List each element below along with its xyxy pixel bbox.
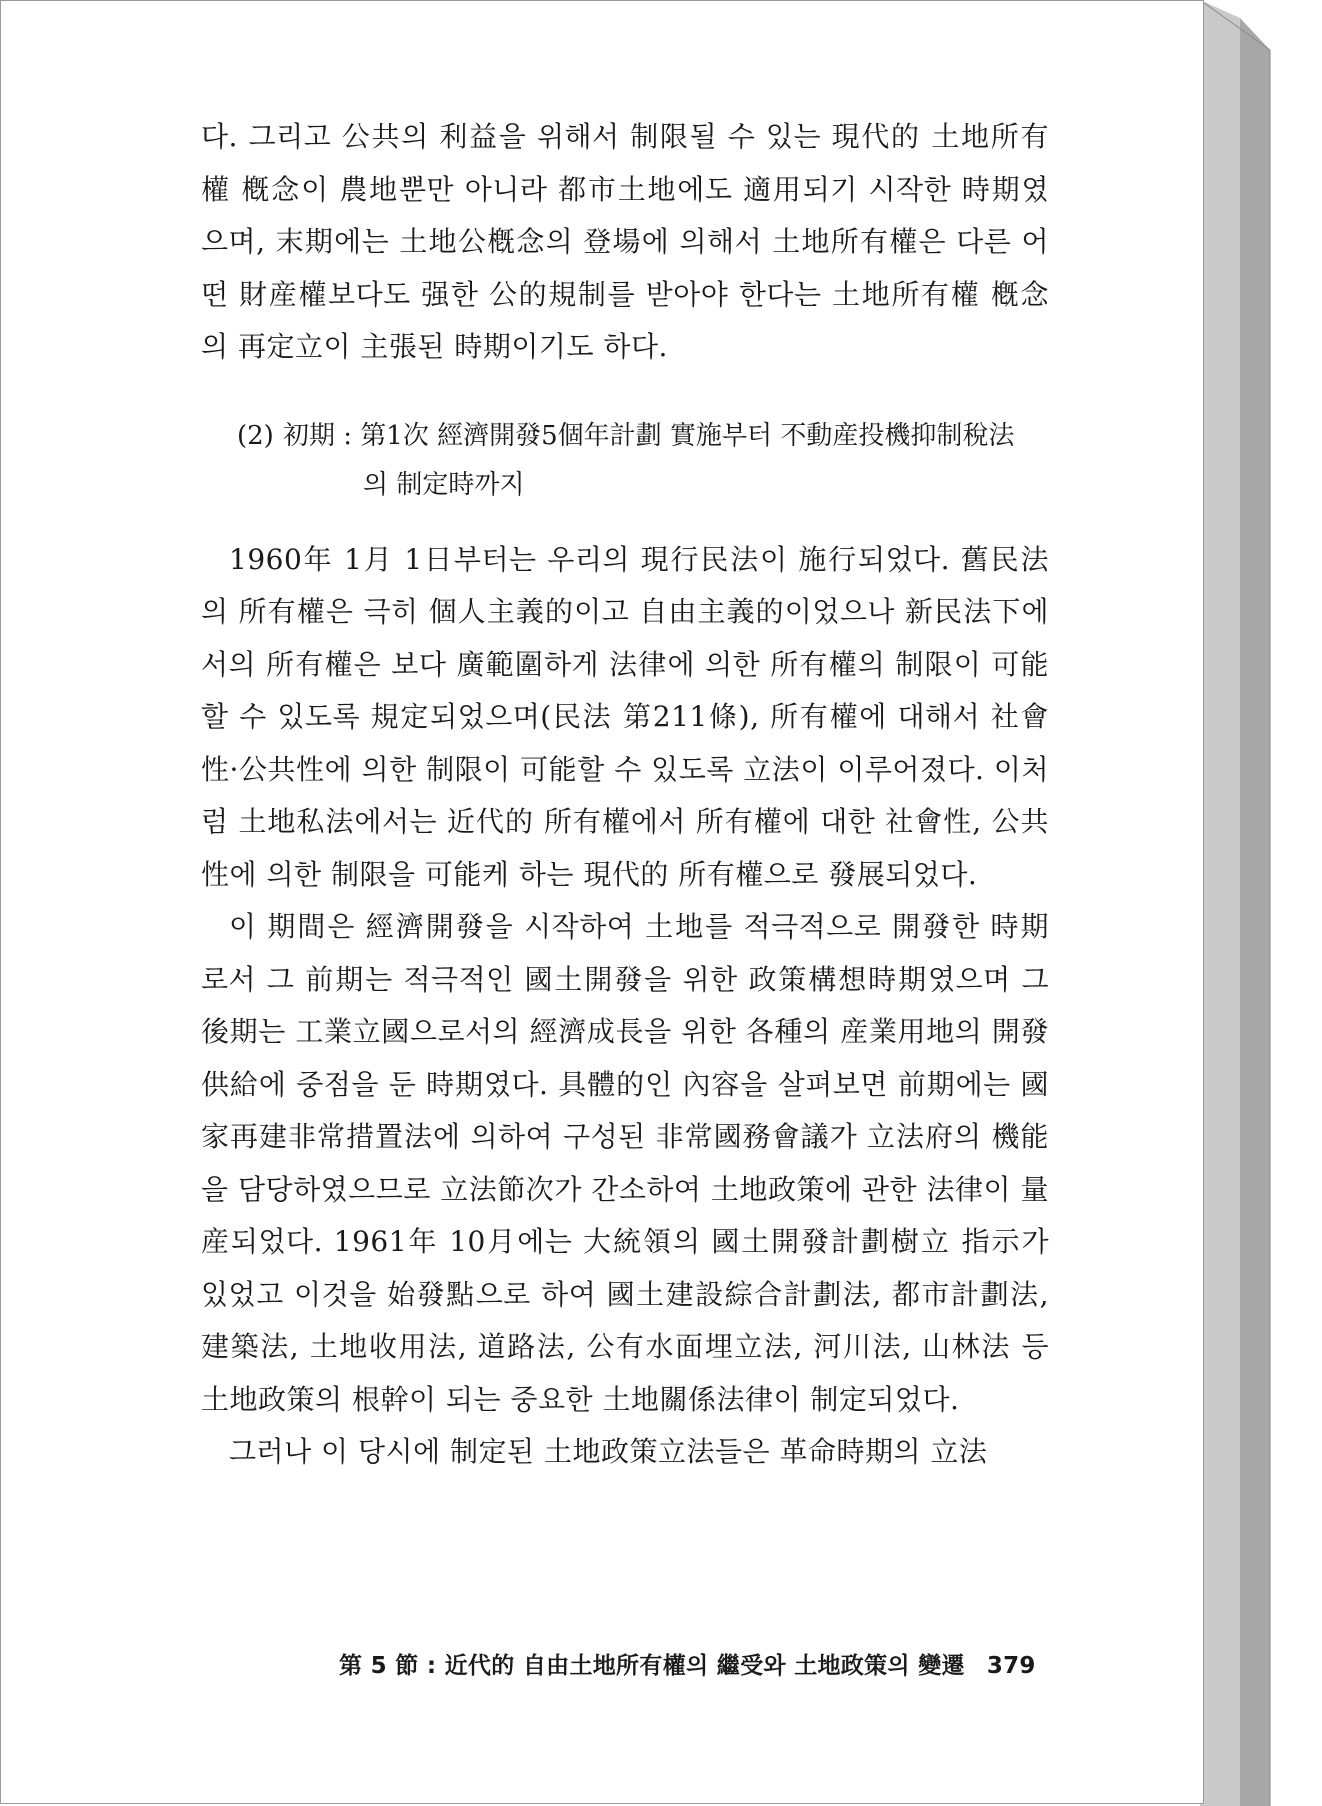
section-heading-line2: 의 制定時까지 <box>363 469 525 500</box>
paragraph-civil-law: 1960年 1月 1日부터는 우리의 現行民法이 施行되었다. 舊民法의 所有權은 극히 個人主義的이고 自由主義的이었으나 新民法下에서의 所有權은 보다 廣範圍하게 法律에 의한 所有權의 制限이 可能할 수 있도록 規定되었으며(民法 第211條), 所有權에 대해서 社會性·公共性에 의한 制限이 可能할 수 있도록 立法이 이루어졌다. 이처럼 土地私法에서는 近代的 所有權에서 所有權에 대한 社會性, 公共性에 의한 制限을 可能케 하는 現代的 所有權으로 發展되었다. <box>201 542 1049 891</box>
footer-section-title: 第 5 節 : 近代的 自由土地所有權의 繼受와 土地政策의 變遷 <box>339 1653 965 1679</box>
page-number: 379 <box>986 1653 1036 1679</box>
page-stack-edge <box>1190 0 1322 1806</box>
page-content <box>201 111 1049 1479</box>
paragraph-economic-development: 이 期間은 經濟開發을 시작하여 土地를 적극적으로 開發한 時期로서 그 前期는 적극적인 國土開發을 위한 政策構想時期였으며 그 後期는 工業立國으로서의 經濟成長을 위한 各種의 産業用地의 開發供給에 중점을 둔 時期였다. 具體的인 內容을 살펴보면 前期에는 國家再建非常措置法에 의하여 구성된 非常國務會議가 立法府의 機能을 담당하였으므로 立法節次가 간소하여 土地政策에 관한 法律이 量産되었다. 1961年 10月에는 大統領의 國土開發計劃樹立 指示가 있었고 이것을 始發點으로 하여 國土建設綜合計劃法, 都市計劃法, 建築法, 土地收用法, 道路法, 公有水面埋立法, 河川法, 山林法 등 土地政策의 根幹이 되는 중요한 土地關係法律이 制定되었다. <box>201 910 1049 1416</box>
paragraph-legislation: 그러나 이 당시에 制定된 土地政策立法들은 革命時期의 立法 <box>229 1435 988 1468</box>
section-heading <box>237 412 1049 510</box>
section-heading-line1: 初期 : 第1次 經濟開發5個年計劃 實施부터 不動産投機抑制稅法 <box>283 420 1015 451</box>
paragraph-intro: 다. 그리고 公共의 利益을 위해서 制限될 수 있는 現代的 土地所有權 槪念이 農地뿐만 아니라 都市土地에도 適用되기 시작한 時期였으며, 末期에는 土地公槪念의 登場에 의해서 土地所有權은 다른 어떤 財産權보다도 强한 公的規制를 받아야 한다는 土地所有權 槪念의 再定立이 主張된 時期이기도 하다. <box>201 120 1049 363</box>
section-heading-number: (2) <box>237 420 274 451</box>
running-footer <box>339 1647 1036 1680</box>
